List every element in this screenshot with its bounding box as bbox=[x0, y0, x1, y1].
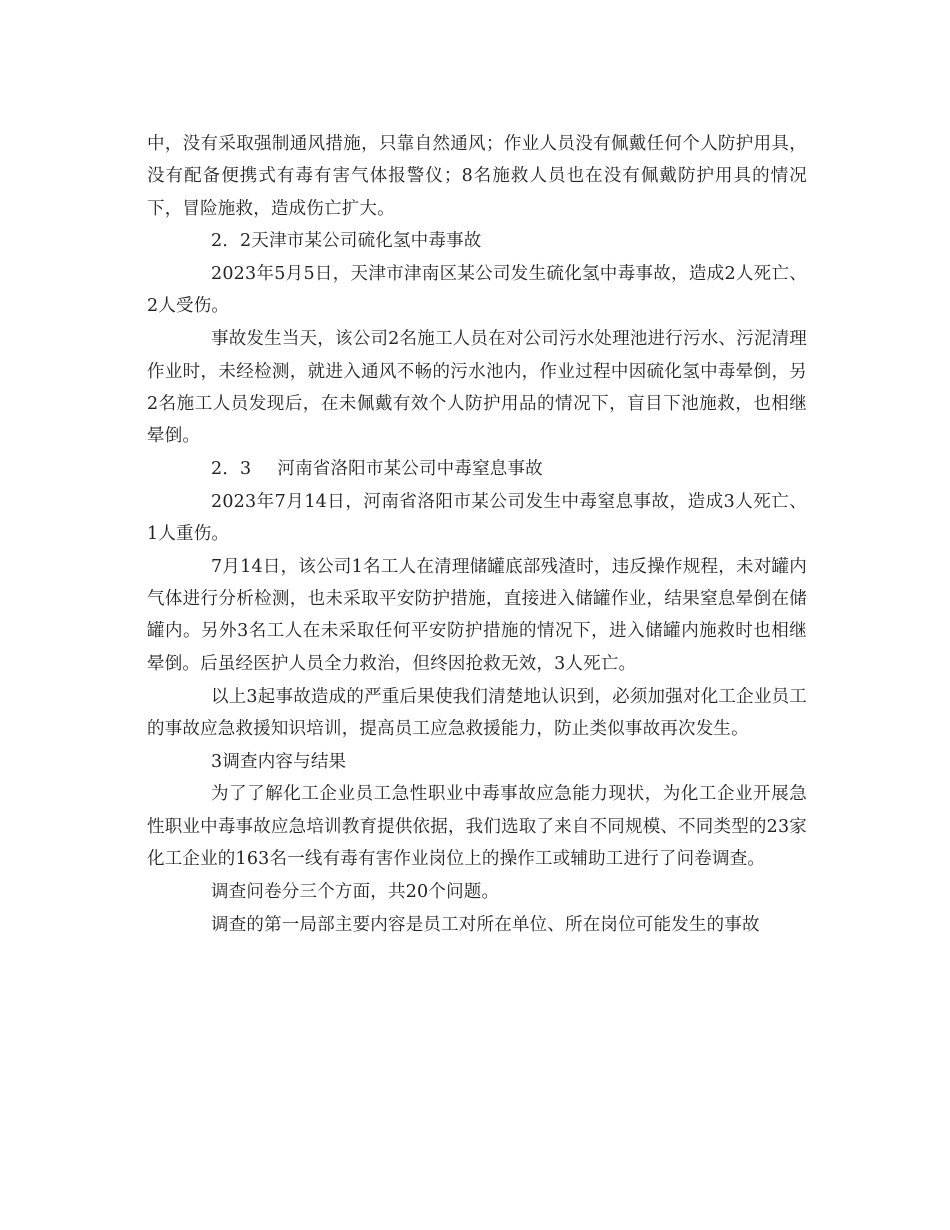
paragraph-continued: 中，没有采取强制通风措施，只靠自然通风；作业人员没有佩戴任何个人防护用具，没有配备便携式有毒有害气体报警仪；8名施救人员也在没有佩戴防护用具的情况下，冒险施救，造成伤亡扩大。 bbox=[147, 134, 807, 219]
paragraph-survey-structure: 调查问卷分三个方面，共20个问题。 bbox=[211, 881, 500, 902]
section-heading-2-2: 2．2天津市某公司硫化氢中毒事故 bbox=[211, 231, 482, 252]
paragraph-luoyang-details: 7月14日，该公司1名工人在清理储罐底部残渣时，违反操作规程，未对罐内气体进行分析检测，也未采取平安防护措施，直接进入储罐作业，结果窒息晕倒在储罐内。另外3名工人在未采取任何平安防护措施的情况下，进入储罐内施救时也相继晕倒。后虽经医护人员全力救治，但终因抢救无效，3人死亡。 bbox=[147, 556, 807, 674]
section-title: 河南省洛阳市某公司中毒窒息事故 bbox=[277, 458, 543, 479]
paragraph-survey-purpose: 为了了解化工企业员工急性职业中毒事故应急能力现状，为化工企业开展急性职业中毒事故应急培训教育提供依据，我们选取了来自不同规模、不同类型的23家化工企业的163名一线有毒有害作业岗位上的操作工或辅助工进行了问卷调查。 bbox=[147, 784, 807, 870]
paragraph-luoyang-summary: 2023年7月14日，河南省洛阳市某公司发生中毒窒息事故，造成3人死亡、1人重伤。 bbox=[147, 491, 807, 545]
paragraph-tianjin-details: 事故发生当天，该公司2名施工人员在对公司污水处理池进行污水、污泥清理作业时，未经检测，就进入通风不畅的污水池内，作业过程中因硫化氢中毒晕倒，另2名施工人员发现后，在未佩戴有效个人防护用品的情况下，盲目下池施救，也相继晕倒。 bbox=[147, 329, 807, 447]
document-page bbox=[147, 128, 807, 941]
section-heading-2-3 bbox=[147, 453, 807, 485]
section-heading-3: 3调查内容与结果 bbox=[211, 751, 347, 772]
section-number: 2．3 bbox=[211, 458, 252, 479]
paragraph-survey-part-one: 调查的第一局部主要内容是员工对所在单位、所在岗位可能发生的事故 bbox=[211, 914, 760, 935]
paragraph-conclusion: 以上3起事故造成的严重后果使我们清楚地认识到，必须加强对化工企业员工的事故应急救援知识培训，提高员工应急救援能力，防止类似事故再次发生。 bbox=[147, 686, 807, 739]
paragraph-tianjin-summary: 2023年5月5日，天津市津南区某公司发生硫化氢中毒事故，造成2人死亡、2人受伤。 bbox=[147, 264, 807, 317]
